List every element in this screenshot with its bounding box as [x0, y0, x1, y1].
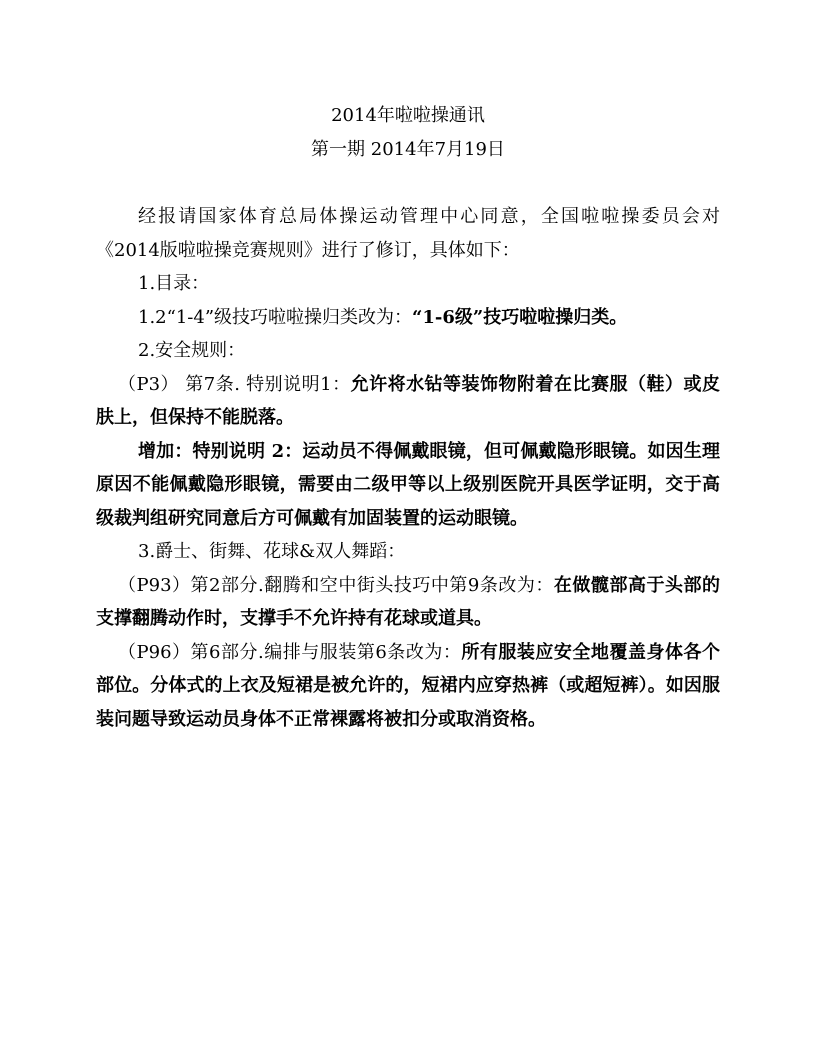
p3-reference: （P3） 第7条. 特别说明1： [118, 373, 351, 395]
section-1-heading: 1.目录： [138, 273, 210, 294]
p93-revision: 在做髋部高于头部的支撑翻腾动作时，支撑手不允许持有花球或道具。 [96, 574, 721, 629]
item-1-2-revision: “1-6级”技巧啦啦操归类。 [412, 306, 628, 328]
addition-paragraph: 增加：特别说明 2：运动员不得佩戴眼镜，但可佩戴隐形眼镜。如因生理原因不能佩戴隐形眼镜，需要由二级甲等以上级别医院开具医学证明，交于高级裁判组研究同意后方可佩戴有加固装置的运动眼镜。 [96, 440, 720, 529]
document-body [96, 200, 720, 736]
section-3-heading: 3.爵士、街舞、花球&双人舞蹈： [138, 541, 406, 562]
p3-revision: 允许将水钻等装饰物附着在比赛服（鞋）或皮肤上，但保持不能脱落。 [96, 373, 720, 428]
section-2-heading: 2.安全规则： [138, 340, 246, 361]
item-1-2-text: 1.2“1-4”级技巧啦啦操归类改为： [138, 306, 413, 328]
p96-revision: 所有服装应安全地覆盖身体各个部位。分体式的上衣及短裙是被允许的，短裙内应穿热裤（或超短裤）。如因服装问题导致运动员身体不正常裸露将被扣分或取消资格。 [96, 641, 721, 730]
intro-paragraph: 经报请国家体育总局体操运动管理中心同意，全国啦啦操委员会对《2014版啦啦操竞赛规则》进行了修订，具体如下： [96, 206, 720, 261]
p93-reference: （P93）第2部分.翻腾和空中街头技巧中第9条改为： [118, 574, 554, 596]
p96-reference: （P96）第6部分.编排与服装第6条改为： [118, 641, 462, 663]
item-1-2-paragraph [96, 301, 720, 335]
document-title: 2014年啦啦操通讯 [331, 105, 485, 126]
issue-date-line: 第一期 2014年7月19日 [311, 139, 505, 160]
p3-paragraph [96, 368, 720, 435]
p96-paragraph [96, 636, 720, 737]
p93-paragraph [96, 569, 720, 636]
